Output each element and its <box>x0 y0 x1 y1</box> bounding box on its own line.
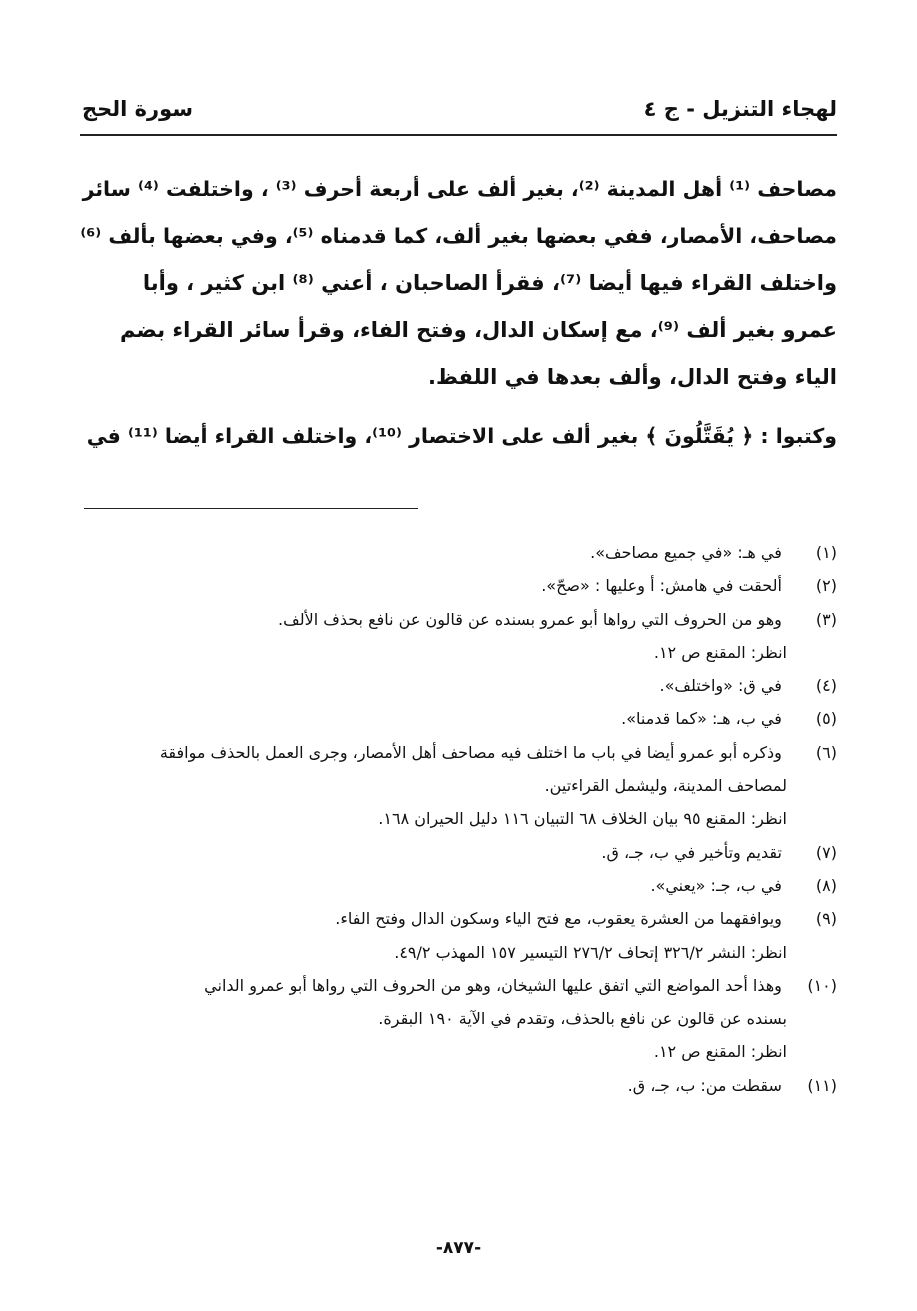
footnote-number: (١٠) <box>807 975 837 995</box>
footnote-text: وهذا أحد المواضع التي اتفق عليها الشيخان، وهو من الحروف التي رواها أبو عمرو الداني <box>204 975 782 995</box>
footnote-number: (٨) <box>815 875 837 895</box>
footnote-number: (٢) <box>815 576 837 596</box>
main-line: واختلف القراء فيها أيضا ⁽⁷⁾، فقرأ الصاحبان ، أعني ⁽⁸⁾ ابن كثير ، وأبا <box>142 271 837 295</box>
footnote-text: ألحقت في هامش: أ وعليها : «صحّ». <box>541 576 782 596</box>
main-line: الياء وفتح الدال، وألف بعدها في اللفظ. <box>428 365 837 389</box>
footnote-3 <box>80 603 837 636</box>
main-text <box>80 166 837 460</box>
footnote-2 <box>80 569 837 602</box>
footnote-4 <box>80 669 837 702</box>
footnote-text: في هـ: «في جميع مصاحف». <box>590 543 782 562</box>
footnote-text: وذكره أبو عمرو أيضا في باب ما اختلف فيه مصاحف أهل الأمصار، وجرى العمل بالحذف موافقة <box>159 742 782 762</box>
main-line: وكتبوا : ﴿ يُقَتَّلُونَ ﴾ بغير ألف على الاختصار ⁽¹⁰⁾، واختلف القراء أيضا ⁽¹¹⁾ في <box>86 424 837 448</box>
footnote-text: ويوافقهما من العشرة يعقوب، مع فتح الياء وسكون الدال وفتح الفاء. <box>335 909 782 929</box>
footnote-number: (٦) <box>815 742 837 762</box>
footnotes <box>80 536 837 1102</box>
footnote-5 <box>80 702 837 735</box>
footnote-continuation: انظر: المقنع ص ١٢. <box>653 642 787 662</box>
footnote-text: وهو من الحروف التي رواها أبو عمرو بسنده عن قالون عن نافع بحذف الألف. <box>278 609 782 629</box>
footnote-1 <box>80 536 837 569</box>
footnote-text: في ب، هـ: «كما قدمنا». <box>621 709 782 729</box>
main-line: مصاحف، الأمصار، ففي بعضها بغير ألف، كما قدمناه ⁽⁵⁾، وفي بعضها بألف ⁽⁶⁾ <box>80 224 837 248</box>
footnote-continuation: لمصاحف المدينة، وليشمل القراءتين. <box>544 776 787 796</box>
footnote-number: (٤) <box>815 676 837 696</box>
footnote-continuation: انظر: النشر ٣٢٦/٢ إتحاف ٢٧٦/٢ التيسير ١٥٧ المهذب ٤٩/٢. <box>394 942 787 962</box>
main-line: عمرو بغير ألف ⁽⁹⁾، مع إسكان الدال، وفتح الفاء، وقرأ سائر القراء بضم <box>120 318 837 342</box>
footnote-7 <box>80 836 837 869</box>
footnote-number: (٧) <box>815 842 837 862</box>
footnote-8 <box>80 869 837 902</box>
footnote-number: (١١) <box>807 1075 837 1095</box>
footnote-number: (٩) <box>815 909 837 929</box>
footnote-continuation: بسنده عن قالون عن نافع بالحذف، وتقدم في الآية ١٩٠ البقرة. <box>378 1009 787 1029</box>
surah-title: سورة الحج <box>82 97 193 121</box>
footnote-text: في ق: «واختلف». <box>659 676 782 696</box>
main-line: مصاحف ⁽¹⁾ أهل المدينة ⁽²⁾، بغير ألف على أربعة أحرف ⁽³⁾ ، واختلفت ⁽⁴⁾ سائر <box>82 177 837 201</box>
footnote-continuation: انظر: المقنع ص ١٢. <box>653 1042 787 1062</box>
footnote-rule <box>84 508 418 509</box>
footnote-number: (٣) <box>815 609 837 629</box>
footnote-number: (٥) <box>815 709 837 729</box>
header-rule <box>80 134 837 136</box>
footnote-text: تقديم وتأخير في ب، جـ، ق. <box>601 842 782 862</box>
footnote-number: (١) <box>815 543 837 562</box>
footnote-11 <box>80 1069 837 1102</box>
footnote-6 <box>80 736 837 769</box>
footnote-text: سقطت من: ب، جـ، ق. <box>627 1075 782 1095</box>
page-number: -٨٧٧- <box>435 1238 482 1258</box>
footnote-9 <box>80 902 837 935</box>
footnote-text: في ب، جـ: «يعني». <box>650 875 782 895</box>
footnote-10 <box>80 969 837 1002</box>
footnote-continuation: انظر: المقنع ٩٥ بيان الخلاف ٦٨ التبيان ١١٦ دليل الحيران ١٦٨. <box>378 809 787 829</box>
book-title: لهجاء التنزيل - ج ٤ <box>643 97 837 121</box>
